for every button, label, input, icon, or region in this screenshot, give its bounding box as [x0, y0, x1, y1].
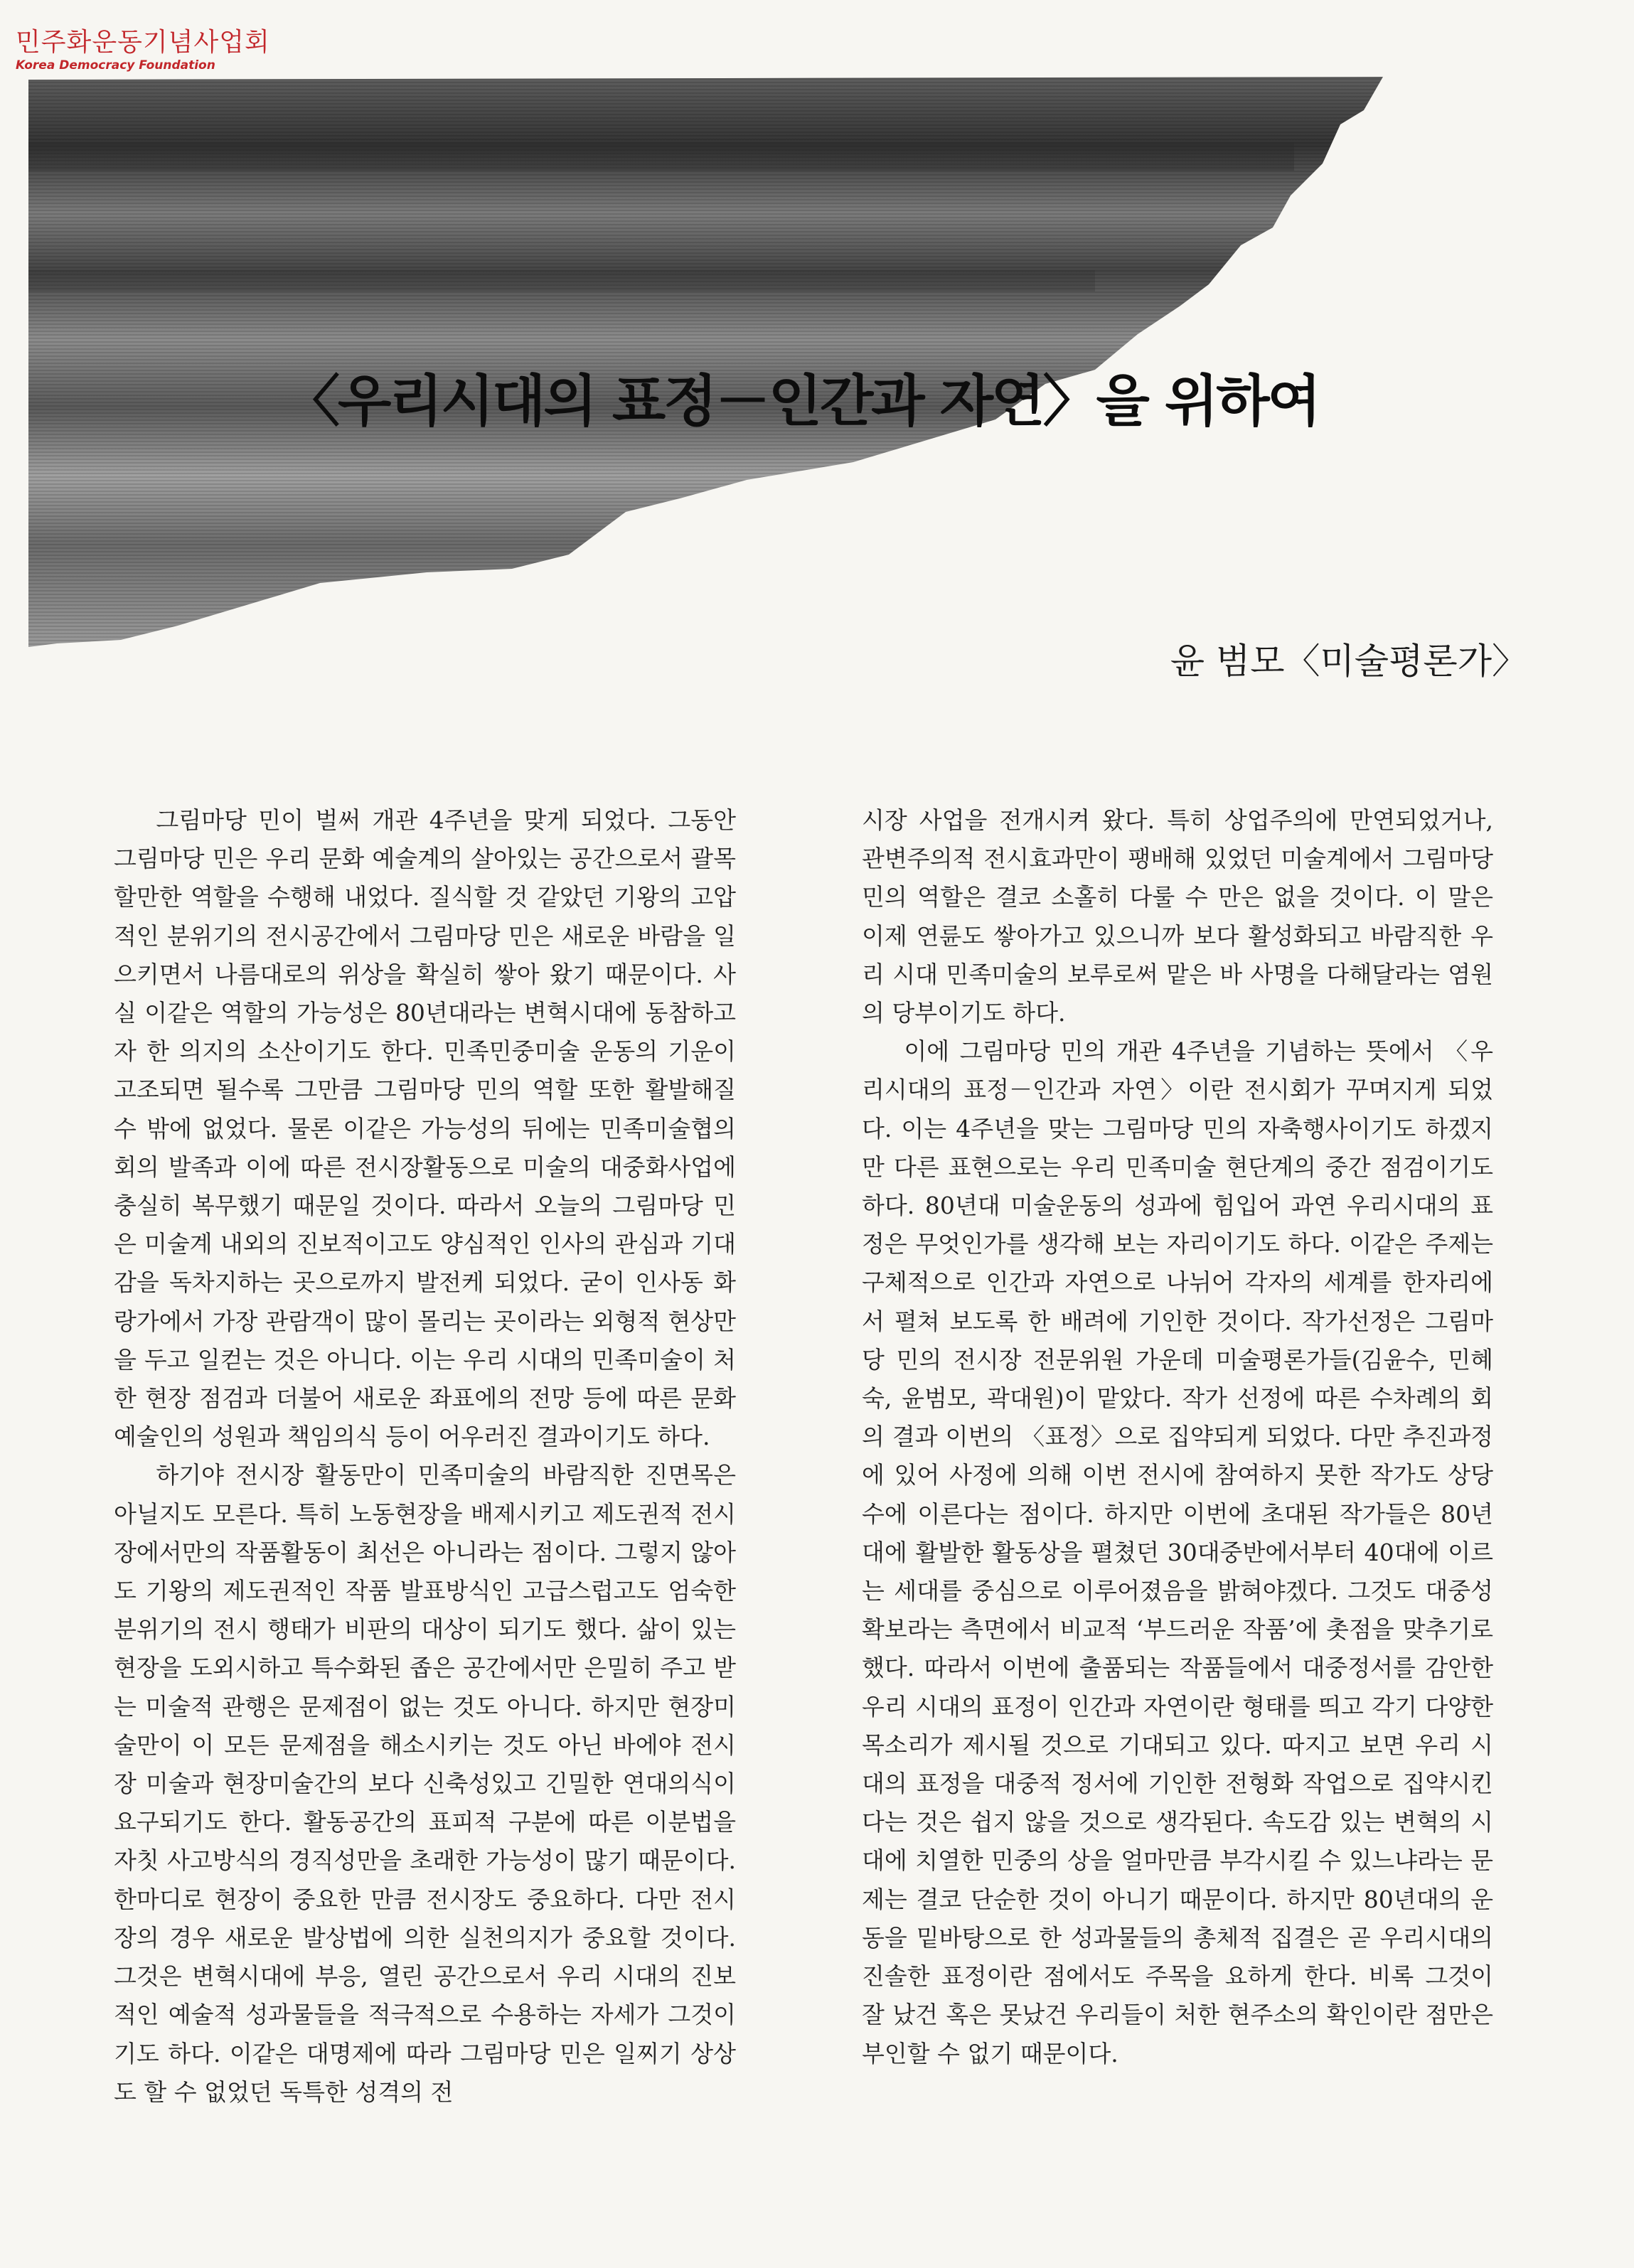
article-author: 윤 범모〈미술평론가〉 [1170, 641, 1527, 682]
paragraph: 시장 사업을 전개시켜 왔다. 특히 상업주의에 만연되었거나, 관변주의적 전시효과만이 팽배해 있었던 미술계에서 그림마당 민의 역할은 결코 소홀히 다룰 수 만은 없을 것이다. 이 말은 이제 연륜도 쌓아가고 있으니까 보다 활성화되고 바람직한 우리 시대 민족미술의 보루로써 맡은 바 사명을 다해달라는 염원의 당부이기도 하다. [862, 806, 1493, 1027]
left-column [114, 801, 736, 2112]
watermark-korean: 민주화운동기념사업회 [16, 28, 270, 57]
paragraph: 그림마당 민이 벌써 개관 4주년을 맞게 되었다. 그동안 그림마당 민은 우리 문화 예술계의 살아있는 공간으로서 괄목할만한 역할을 수행해 내었다. 질식할 것 같았던 기왕의 고압적인 분위기의 전시공간에서 그림마당 민은 새로운 바람을 일으키면서 나름대로의 위상을 확실히 쌓아 왔기 때문이다. 사실 이같은 역할의 가능성은 80년대라는 변혁시대에 동참하고자 한 의지의 소산이기도 한다. 민족민중미술 운동의 기운이 고조되면 될수록 그만큼 그림마당 민의 역할 또한 활발해질 수 밖에 없었다. 물론 이같은 가능성의 뒤에는 민족미술협의회의 발족과 이에 따른 전시장활동으로 미술의 대중화사업에 충실히 복무했기 때문일 것이다. 따라서 오늘의 그림마당 민은 미술계 내외의 진보적이고도 양심적인 인사의 관심과 기대감을 독차지하는 곳으로까지 발전케 되었다. 굳이 인사동 화랑가에서 가장 관람객이 많이 몰리는 곳이라는 외형적 현상만을 두고 일컫는 것은 아니다. 이는 우리 시대의 민족미술이 처한 현장 점검과 더불어 새로운 좌표에의 전망 등에 따른 문화예술인의 성원과 책임의식 등이 어우러진 결과이기도 하다. [114, 806, 736, 1451]
paragraph: 하기야 전시장 활동만이 민족미술의 바람직한 진면목은 아닐지도 모른다. 특히 노동현장을 배제시키고 제도권적 전시장에서만의 작품활동이 최선은 아니라는 점이다. 그렇지 않아도 기왕의 제도권적인 작품 발표방식인 고급스럽고도 엄숙한 분위기의 전시 행태가 비판의 대상이 되기도 했다. 삶이 있는 현장을 도외시하고 특수화된 좁은 공간에서만 은밀히 주고 받는 미술적 관행은 문제점이 없는 것도 아니다. 하지만 현장미술만이 이 모든 문제점을 해소시키는 것도 아닌 바에야 전시장 미술과 현장미술간의 보다 신축성있고 긴밀한 연대의식이 요구되기도 한다. 활동공간의 표피적 구분에 따른 이분법을 자칫 사고방식의 경직성만을 초래한 가능성이 많기 때문이다. 한마디로 현장이 중요한 만큼 전시장도 중요하다. 다만 전시장의 경우 새로운 발상법에 의한 실천의지가 중요할 것이다. 그것은 변혁시대에 부응, 열린 공간으로서 우리 시대의 진보적인 예술적 성과물들을 적극적으로 수용하는 자세가 그것이기도 하다. 이같은 대명제에 따라 그림마당 민은 일찌기 상상도 할 수 없었던 독특한 성격의 전 [114, 1461, 736, 2106]
article-title: 〈우리시대의 표정－인간과 자연〉을 위하여 [284, 370, 1320, 434]
paragraph: 이에 그림마당 민의 개관 4주년을 기념하는 뜻에서 〈우리시대의 표정－인간과 자연〉이란 전시회가 꾸며지게 되었다. 이는 4주년을 맞는 그림마당 민의 자축행사이기도 하겠지만 다른 표현으로는 우리 민족미술 현단계의 중간 점검이기도 하다. 80년대 미술운동의 성과에 힘입어 과연 우리시대의 표정은 무엇인가를 생각해 보는 자리이기도 하다. 이같은 주제는 구체적으로 인간과 자연으로 나뉘어 각자의 세계를 한자리에서 펼쳐 보도록 한 배려에 기인한 것이다. 작가선정은 그림마당 민의 전시장 전문위원 가운데 미술평론가들(김윤수, 민혜숙, 윤범모, 곽대원)이 맡았다. 작가 선정에 따른 수차례의 회의 결과 이번의 〈표정〉으로 집약되게 되었다. 다만 추진과정에 있어 사정에 의해 이번 전시에 참여하지 못한 작가도 상당수에 이른다는 점이다. 하지만 이번에 초대된 작가들은 80년대에 활발한 활동상을 펼쳤던 30대중반에서부터 40대에 이르는 세대를 중심으로 이루어졌음을 밝혀야겠다. 그것도 대중성 확보라는 측면에서 비교적 ‘부드러운 작품’에 촛점을 맞추기로 했다. 따라서 이번에 출품되는 작품들에서 대중정서를 감안한 우리 시대의 표정이 인간과 자연이란 형태를 띄고 각기 다양한 목소리가 제시될 것으로 기대되고 있다. 따지고 보면 우리 시대의 표정을 대중적 정서에 기인한 전형화 작업으로 집약시킨다는 것은 쉽지 않을 것으로 생각된다. 속도감 있는 변혁의 시대에 치열한 민중의 상을 얼마만큼 부각시킬 수 있느냐라는 문제는 결코 단순한 것이 아니기 때문이다. 하지만 80년대의 운동을 밑바탕으로 한 성과물들의 총체적 집결은 곧 우리시대의 진솔한 표정이란 점에서도 주목을 요하게 한다. 비록 그것이 잘 났건 혹은 못났건 우리들이 처한 현주소의 확인이란 점만은 부인할 수 없기 때문이다. [862, 1037, 1493, 2068]
torn-photo-banner [0, 0, 1634, 711]
right-column [862, 801, 1493, 2073]
watermark-english: Korea Democracy Foundation [16, 58, 215, 73]
